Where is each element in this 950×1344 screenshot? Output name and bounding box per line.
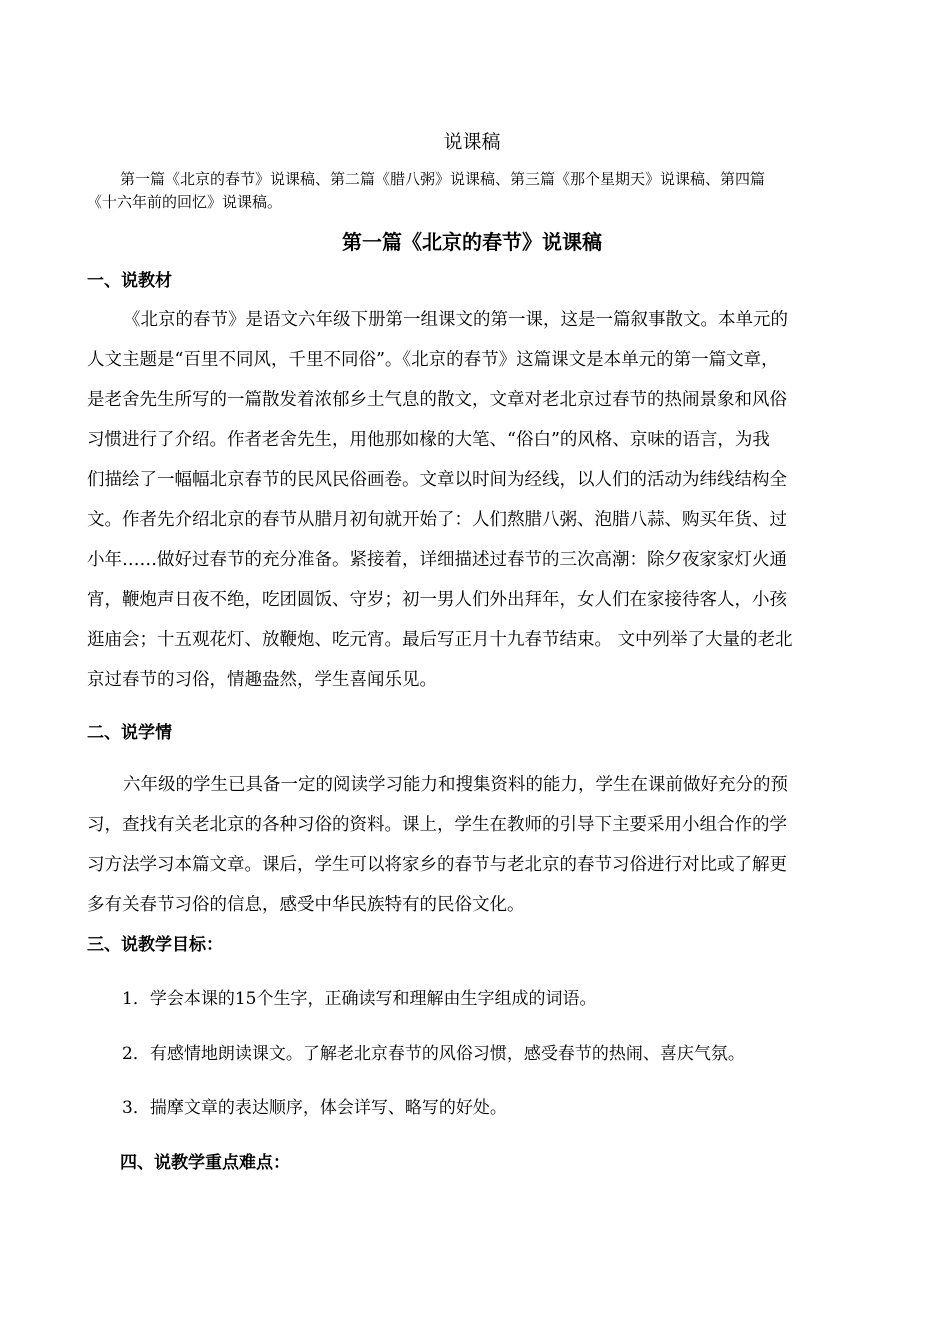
- paragraph-line: 习方法学习本篇文章。课后，学生可以将家乡的春节与老北京的春节习俗进行对比或了解更: [87, 855, 787, 875]
- summary-line: 《十六年前的回忆》说课稿。: [87, 193, 283, 211]
- document-title: 说课稿: [443, 131, 501, 153]
- section-heading-key-points: 四、说教学重点难点：: [120, 1153, 290, 1173]
- summary-line: 第一篇《北京的春节》说课稿、第二篇《腊八粥》说课稿、第三篇《那个星期天》说课稿、第四篇: [120, 170, 766, 188]
- objective-item: 1．学会本课的15个生字，正确读写和理解由生字组成的词语。: [122, 989, 597, 1009]
- section-heading-textbook: 一、说教材: [87, 271, 172, 291]
- section-heading-objectives: 三、说教学目标：: [87, 935, 223, 955]
- paragraph-line: 人文主题是“百里不同风，千里不同俗”。《北京的春节》这篇课文是本单元的第一篇文章，: [87, 350, 779, 370]
- objective-item: 2．有感情地朗读课文。了解老北京春节的风俗习惯，感受春节的热闹、喜庆气氛。: [122, 1044, 745, 1064]
- paragraph-line: 习，查找有关老北京的各种习俗的资料。课上，学生在教师的引导下主要采用小组合作的学: [87, 815, 787, 835]
- section-body-textbook: [87, 300, 857, 700]
- article-title: 第一篇《北京的春节》说课稿: [342, 230, 602, 254]
- objective-item: 3．揣摩文章的表达顺序，体会详写、略写的好处。: [122, 1098, 507, 1118]
- section-heading-students: 二、说学情: [87, 723, 172, 743]
- paragraph-line: 宵，鞭炮声日夜不绝，吃团圆饭、守岁；初一男人们外出拜年，女人们在家接待客人，小孩: [87, 590, 787, 610]
- paragraph-line: 《北京的春节》是语文六年级下册第一组课文的第一课，这是一篇叙事散文。本单元的: [123, 310, 788, 330]
- section-body-students: [87, 765, 857, 925]
- paragraph-line: 是老舍先生所写的一篇散发着浓郁乡土气息的散文，文章对老北京过春节的热闹景象和风俗: [87, 390, 787, 410]
- paragraph-line: 们描绘了一幅幅北京春节的民风民俗画卷。文章以时间为经线，以人们的活动为纬线结构全: [87, 470, 787, 490]
- paragraph-line: 多有关春节习俗的信息，感受中华民族特有的民俗文化。: [87, 895, 525, 915]
- document-summary: [87, 168, 857, 214]
- paragraph-line: 逛庙会；十五观花灯、放鞭炮、吃元宵。最后写正月十九春节结束。 文中列举了大量的老北: [87, 630, 793, 650]
- paragraph-line: 文。作者先介绍北京的春节从腊月初旬就开始了：人们熬腊八粥、泡腊八蒜、购买年货、过: [87, 510, 787, 530]
- paragraph-line: 京过春节的习俗，情趣盎然，学生喜闻乐见。: [87, 670, 437, 690]
- paragraph-line: 六年级的学生已具备一定的阅读学习能力和搜集资料的能力，学生在课前做好充分的预: [123, 775, 788, 795]
- paragraph-line: 小年……做好过春节的充分准备。紧接着，详细描述过春节的三次高潮：除夕夜家家灯火通: [87, 550, 787, 570]
- paragraph-line: 习惯进行了介绍。作者老舍先生，用他那如椽的大笔、“俗白”的风格、京味的语言，为我: [87, 430, 770, 450]
